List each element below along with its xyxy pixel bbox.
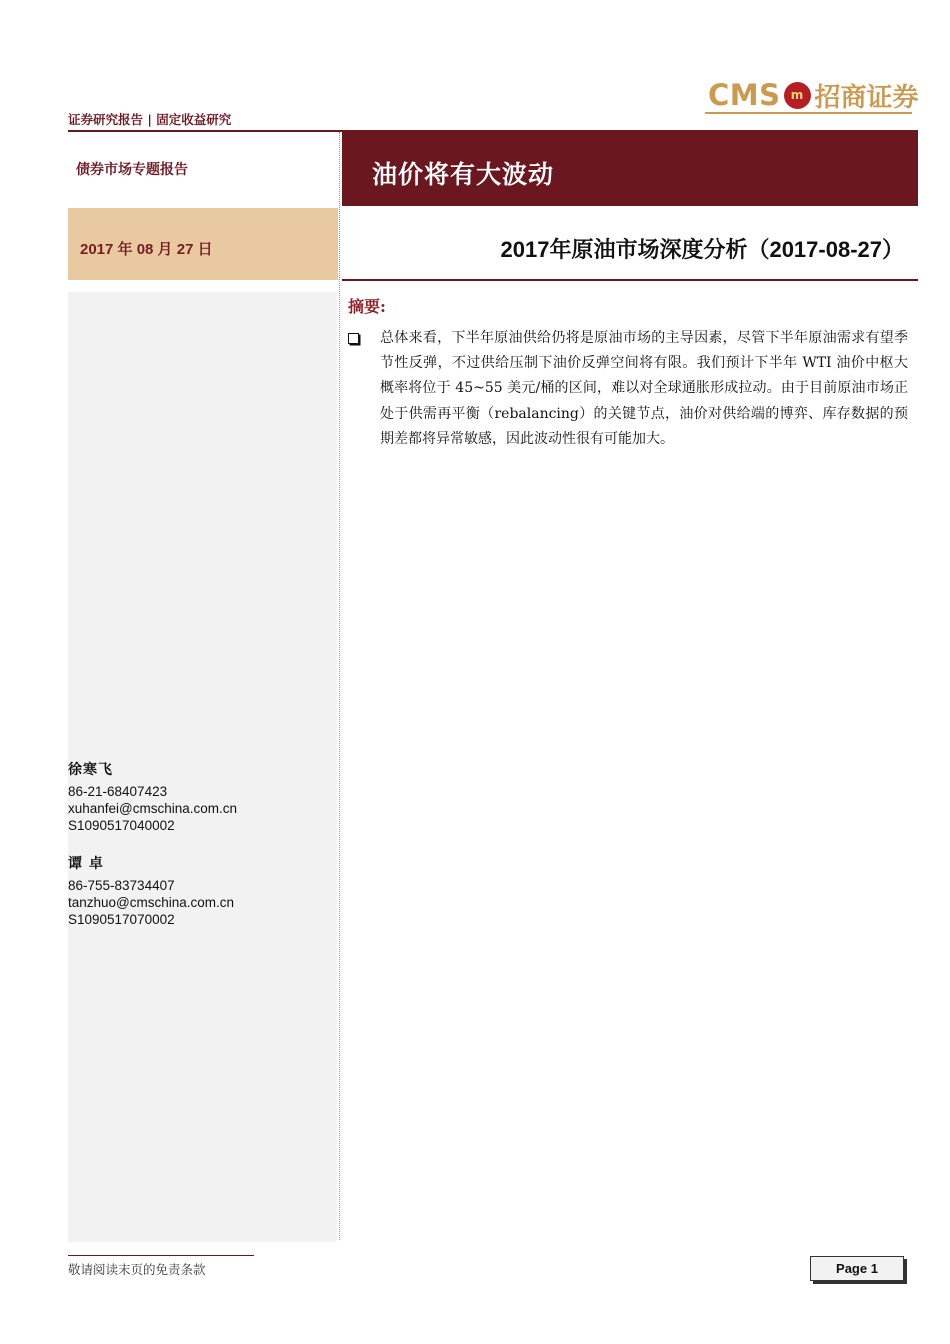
logo-underline (705, 112, 912, 114)
logo-latin-text: CMS (708, 78, 781, 112)
author-email[interactable]: xuhanfei@cmschina.com.cn (68, 801, 238, 816)
author-phone: 86-21-68407423 (68, 784, 168, 799)
author-cert: S1090517040002 (68, 818, 175, 833)
summary-heading: 摘要: (348, 297, 386, 316)
report-type-line: 证券研究报告 | 固定收益研究 (68, 112, 232, 127)
author-name: 谭 卓 (68, 856, 104, 872)
author-cert: S1090517070002 (68, 912, 175, 927)
page-number: Page 1 (810, 1256, 904, 1281)
report-date: 2017 年 08 月 27 日 (80, 241, 213, 258)
report-category: 债券市场专题报告 (76, 162, 188, 178)
author-block (68, 856, 234, 928)
summary-paragraph: 总体来看，下半年原油供给仍将是原油市场的主导因素，尽管下半年原油需求有望季节性反弹，不过供给压制下油价反弹空间将有限。我们预计下半年 WTI 油价中枢大概率将位于 45~55 美元/桶的区间，难以对全球通胀形成拉动。由于目前原油市场正处于供需再平衡（rebalancing）的关键节点，油价对供给端的博弈、库存数据的预期差都将异常敏感，因此波动性很有可能加大。 (380, 330, 908, 447)
author-email[interactable]: tanzhuo@cmschina.com.cn (68, 895, 235, 910)
checkbox-bullet-icon (348, 333, 359, 344)
disclaimer-note: 敬请阅读末页的免责条款 (68, 1262, 206, 1277)
author-block (68, 762, 237, 834)
logo-emblem-icon: m (784, 82, 811, 109)
logo-chinese-text: 招商证券 (814, 82, 919, 113)
author-name: 徐寒飞 (68, 762, 113, 778)
page-title: 油价将有大波动 (372, 160, 555, 189)
page-subtitle: 2017年原油市场深度分析（2017-08-27） (500, 237, 904, 262)
company-logo (708, 76, 919, 114)
column-divider (339, 132, 340, 1240)
subtitle-divider (342, 279, 918, 281)
report-category-box (68, 132, 338, 206)
footer-divider (68, 1255, 254, 1256)
author-phone: 86-755-83734407 (68, 878, 175, 893)
